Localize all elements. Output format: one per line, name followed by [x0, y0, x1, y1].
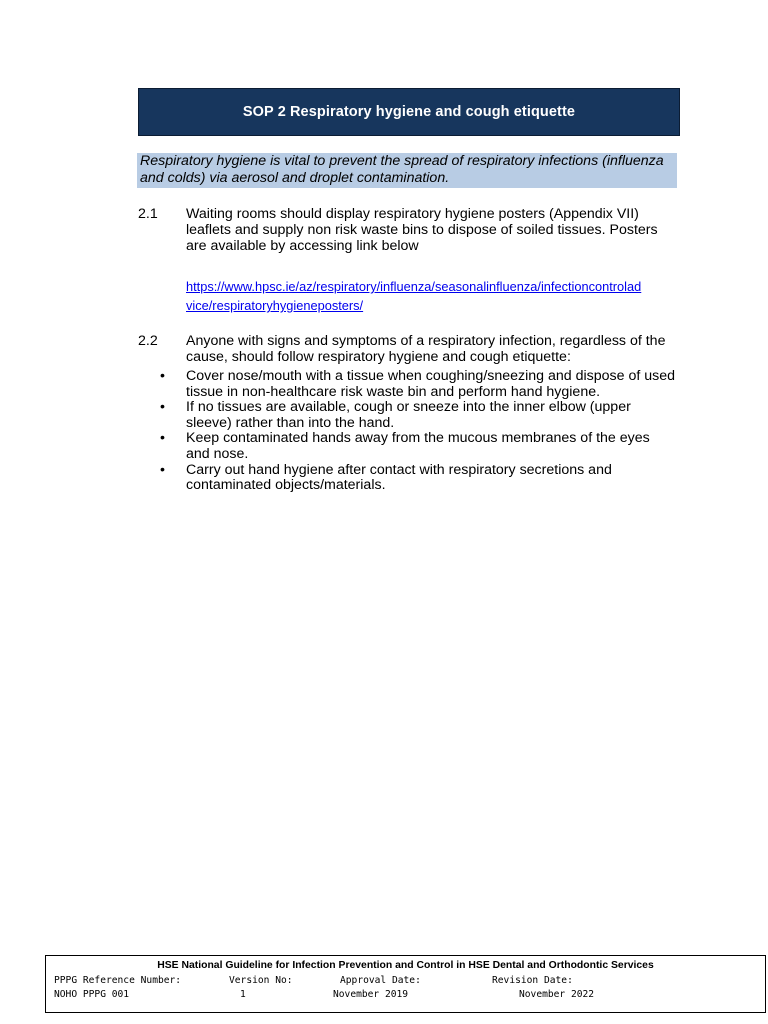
list-item-line: contaminated objects/materials. — [186, 477, 386, 494]
bullet-icon: • — [160, 368, 165, 384]
footer-label-approval: Approval Date: — [340, 975, 421, 986]
section-number: 2.1 — [138, 206, 158, 222]
footer-value-version: 1 — [240, 989, 246, 1000]
footer-value-approval: November 2019 — [333, 989, 409, 1000]
list-item-line: sleeve) rather than into the hand. — [186, 414, 395, 431]
footer-value-revision: November 2022 — [519, 989, 595, 1000]
footer-label-ref: PPPG Reference Number: — [54, 975, 182, 986]
bullet-icon: • — [160, 430, 165, 447]
bullet-icon: • — [160, 399, 165, 416]
section-line: leaflets and supply non risk waste bins to dispose of soiled tissues. Posters — [186, 222, 658, 238]
posters-link[interactable] — [186, 277, 686, 315]
list-item-line: Cover nose/mouth with a tissue when coughing/sneezing and dispose of used — [186, 368, 675, 384]
section-number: 2.2 — [138, 333, 158, 349]
section-line: are available by accessing link below — [186, 238, 419, 254]
list-item-line: Keep contaminated hands away from the mucous membranes of the eyes — [186, 430, 650, 447]
footer-title: HSE National Guideline for Infection Prevention and Control in HSE Dental and Orthodontic Services — [157, 960, 654, 971]
bullet-icon: • — [160, 461, 165, 478]
list-item-line: If no tissues are available, cough or sneeze into the inner elbow (upper — [186, 399, 631, 416]
list-item — [160, 463, 690, 494]
document-footer — [45, 955, 766, 1013]
link-line[interactable]: vice/respiratoryhygieneposters/ — [186, 298, 364, 313]
list-item — [160, 431, 690, 462]
sop-title: SOP 2 Respiratory hygiene and cough etiquette — [242, 104, 576, 120]
section-line: Waiting rooms should display respiratory hygiene posters (Appendix VII) — [186, 206, 639, 222]
intro-line: Respiratory hygiene is vital to prevent the spread of respiratory infections (influenza — [140, 153, 664, 169]
list-item-line: Carry out hand hygiene after contact with respiratory secretions and — [186, 461, 612, 478]
footer-label-revision: Revision Date: — [492, 975, 573, 986]
section-body — [186, 333, 676, 365]
intro-highlight — [137, 153, 677, 188]
sop-title-banner — [138, 88, 680, 136]
footer-value-ref: NOHO PPPG 001 — [54, 989, 130, 1000]
list-item-line: tissue in non-healthcare risk waste bin and perform hand hygiene. — [186, 383, 601, 400]
list-item — [160, 400, 690, 431]
footer-label-version: Version No: — [229, 975, 293, 986]
list-item-line: and nose. — [186, 445, 249, 462]
section-line: cause, should follow respiratory hygiene and cough etiquette: — [186, 349, 571, 365]
link-line[interactable]: https://www.hpsc.ie/az/respiratory/influenza/seasonalinfluenza/infectioncontrolad — [186, 279, 642, 294]
intro-line: and colds) via aerosol and droplet contamination. — [140, 170, 450, 186]
list-item — [160, 369, 690, 400]
etiquette-list — [160, 369, 690, 494]
section-line: Anyone with signs and symptoms of a respiratory infection, regardless of the — [186, 333, 666, 349]
section-body — [186, 206, 676, 254]
